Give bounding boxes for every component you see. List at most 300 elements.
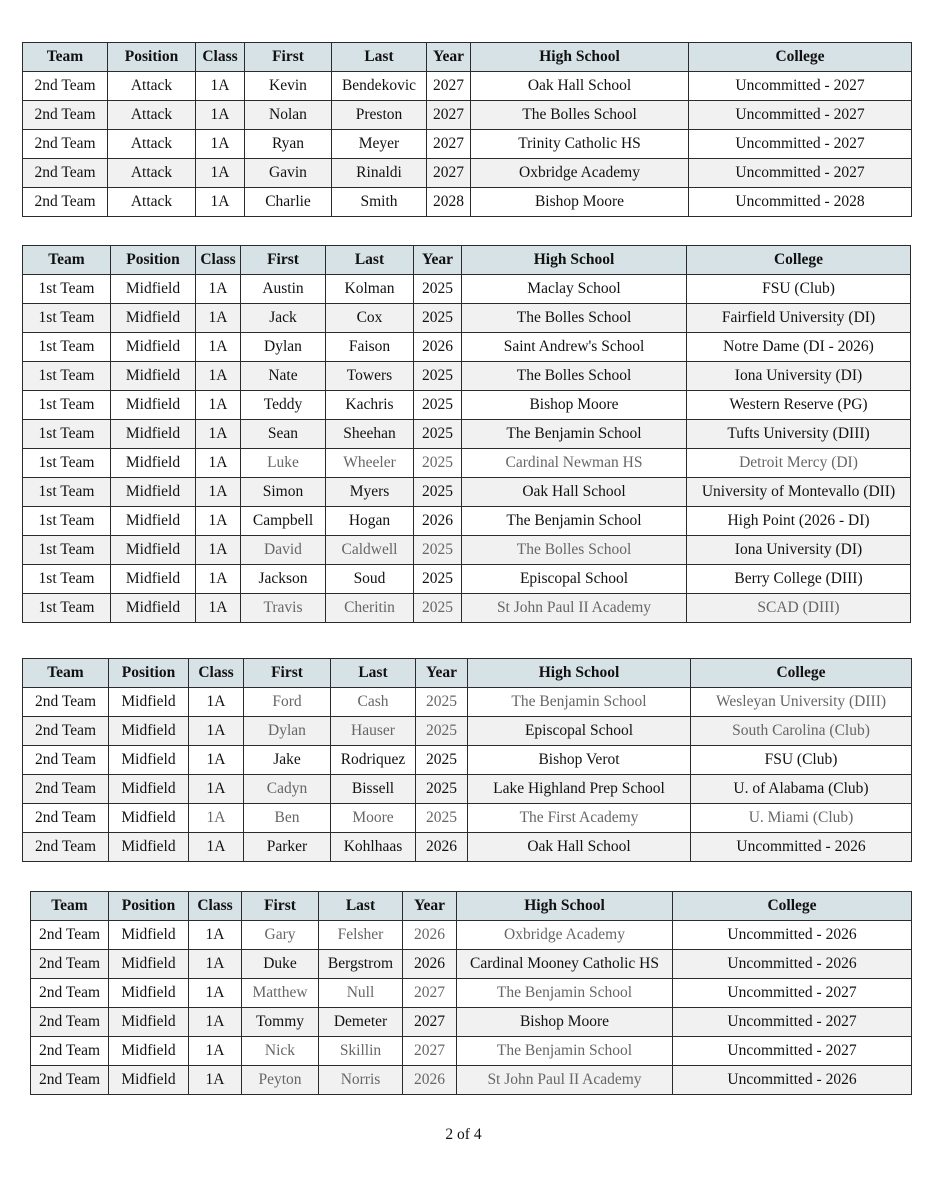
cell-team: 2nd Team [31,979,109,1008]
cell-first: Sean [241,420,326,449]
cell-year: 2025 [414,420,462,449]
cell-position: Midfield [109,1066,189,1095]
col-header-last: Last [326,246,414,275]
cell-first: Cadyn [244,775,331,804]
cell-high-school: Episcopal School [462,565,687,594]
cell-class: 1A [196,159,245,188]
header-row [23,43,912,72]
col-header-last: Last [331,659,416,688]
cell-team: 2nd Team [23,130,108,159]
cell-college: U. of Alabama (Club) [691,775,912,804]
table-row [23,536,911,565]
col-header-college: College [691,659,912,688]
cell-year: 2026 [414,507,462,536]
cell-first: Charlie [245,188,332,217]
table-row [23,391,911,420]
cell-class: 1A [189,746,244,775]
cell-first: Peyton [242,1066,319,1095]
cell-year: 2026 [403,950,457,979]
cell-year: 2025 [414,594,462,623]
cell-last: Rinaldi [332,159,427,188]
cell-year: 2025 [414,391,462,420]
cell-college: Uncommitted - 2028 [689,188,912,217]
cell-college: Uncommitted - 2026 [691,833,912,862]
cell-first: Parker [244,833,331,862]
cell-college: Uncommitted - 2027 [673,1037,912,1066]
cell-high-school: Oak Hall School [462,478,687,507]
cell-high-school: Maclay School [462,275,687,304]
cell-high-school: Oak Hall School [471,72,689,101]
cell-last: Faison [326,333,414,362]
cell-college: Wesleyan University (DIII) [691,688,912,717]
cell-college: Iona University (DI) [687,362,911,391]
cell-last: Towers [326,362,414,391]
col-header-class: Class [189,892,242,921]
cell-first: Jake [244,746,331,775]
col-header-high-school: High School [457,892,673,921]
cell-class: 1A [189,1037,242,1066]
cell-class: 1A [196,362,241,391]
cell-class: 1A [189,717,244,746]
cell-last: Kachris [326,391,414,420]
cell-last: Smith [332,188,427,217]
cell-year: 2027 [403,1037,457,1066]
table-row [23,72,912,101]
cell-position: Midfield [111,275,196,304]
cell-class: 1A [189,775,244,804]
cell-position: Midfield [109,717,189,746]
cell-team: 1st Team [23,391,111,420]
cell-position: Midfield [109,775,189,804]
table-row [31,979,912,1008]
cell-last: Null [319,979,403,1008]
cell-year: 2027 [427,130,471,159]
cell-class: 1A [196,420,241,449]
cell-college: FSU (Club) [691,746,912,775]
cell-position: Midfield [111,449,196,478]
cell-position: Midfield [109,950,189,979]
roster-table-attack-2nd [22,42,912,217]
table-row [23,362,911,391]
cell-class: 1A [196,101,245,130]
cell-high-school: Episcopal School [468,717,691,746]
col-header-college: College [687,246,911,275]
cell-first: Ford [244,688,331,717]
cell-college: Uncommitted - 2027 [689,130,912,159]
cell-high-school: The Benjamin School [468,688,691,717]
cell-position: Midfield [111,420,196,449]
cell-class: 1A [196,275,241,304]
cell-class: 1A [196,333,241,362]
col-header-high-school: High School [468,659,691,688]
cell-first: Dylan [241,333,326,362]
cell-team: 2nd Team [31,1066,109,1095]
cell-high-school: Bishop Verot [468,746,691,775]
cell-class: 1A [196,391,241,420]
col-header-first: First [244,659,331,688]
col-header-position: Position [111,246,196,275]
cell-first: Ryan [245,130,332,159]
cell-high-school: The Benjamin School [457,1037,673,1066]
cell-last: Soud [326,565,414,594]
cell-first: Ben [244,804,331,833]
cell-year: 2026 [403,921,457,950]
cell-team: 2nd Team [23,188,108,217]
cell-team: 2nd Team [31,1008,109,1037]
col-header-year: Year [427,43,471,72]
cell-high-school: The Benjamin School [462,507,687,536]
cell-college: Berry College (DIII) [687,565,911,594]
cell-first: Teddy [241,391,326,420]
cell-position: Midfield [111,507,196,536]
col-header-team: Team [23,43,108,72]
cell-college: University of Montevallo (DII) [687,478,911,507]
cell-last: Demeter [319,1008,403,1037]
col-header-class: Class [189,659,244,688]
table-row [31,921,912,950]
cell-first: Matthew [242,979,319,1008]
cell-last: Cox [326,304,414,333]
col-header-class: Class [196,43,245,72]
table-row [23,101,912,130]
cell-high-school: The Bolles School [471,101,689,130]
cell-team: 1st Team [23,565,111,594]
table-row [31,1037,912,1066]
cell-first: Nolan [245,101,332,130]
cell-last: Skillin [319,1037,403,1066]
cell-year: 2026 [414,333,462,362]
cell-last: Caldwell [326,536,414,565]
cell-class: 1A [196,188,245,217]
col-header-year: Year [403,892,457,921]
cell-team: 2nd Team [23,688,109,717]
cell-first: Austin [241,275,326,304]
col-header-team: Team [23,246,111,275]
cell-last: Moore [331,804,416,833]
cell-high-school: Cardinal Mooney Catholic HS [457,950,673,979]
cell-year: 2027 [403,1008,457,1037]
cell-college: Uncommitted - 2027 [673,979,912,1008]
table-row [23,717,912,746]
col-header-position: Position [108,43,196,72]
cell-year: 2027 [427,159,471,188]
table-row [23,594,911,623]
cell-position: Midfield [111,362,196,391]
col-header-first: First [245,43,332,72]
cell-first: Campbell [241,507,326,536]
cell-class: 1A [196,72,245,101]
cell-team: 2nd Team [23,72,108,101]
cell-high-school: St John Paul II Academy [457,1066,673,1095]
cell-college: Detroit Mercy (DI) [687,449,911,478]
cell-last: Bergstrom [319,950,403,979]
table-row [31,1066,912,1095]
cell-last: Bissell [331,775,416,804]
cell-high-school: Bishop Moore [462,391,687,420]
col-header-high-school: High School [471,43,689,72]
table-row [31,1008,912,1037]
col-header-college: College [673,892,912,921]
cell-first: Dylan [244,717,331,746]
cell-first: Gary [242,921,319,950]
cell-high-school: Saint Andrew's School [462,333,687,362]
cell-college: Uncommitted - 2026 [673,950,912,979]
cell-first: Luke [241,449,326,478]
cell-college: High Point (2026 - DI) [687,507,911,536]
cell-high-school: The Bolles School [462,536,687,565]
cell-team: 2nd Team [23,775,109,804]
cell-last: Bendekovic [332,72,427,101]
cell-first: Jack [241,304,326,333]
cell-college: Uncommitted - 2027 [689,159,912,188]
cell-high-school: Lake Highland Prep School [468,775,691,804]
cell-position: Midfield [109,921,189,950]
cell-last: Cash [331,688,416,717]
table-row [23,507,911,536]
cell-last: Hauser [331,717,416,746]
cell-position: Midfield [111,478,196,507]
cell-position: Midfield [111,333,196,362]
cell-last: Rodriquez [331,746,416,775]
cell-first: Simon [241,478,326,507]
cell-first: Jackson [241,565,326,594]
cell-team: 2nd Team [23,101,108,130]
col-header-last: Last [319,892,403,921]
header-row [23,246,911,275]
table-row [23,833,912,862]
cell-class: 1A [189,804,244,833]
header-row [31,892,912,921]
cell-college: U. Miami (Club) [691,804,912,833]
col-header-position: Position [109,892,189,921]
col-header-first: First [242,892,319,921]
col-header-year: Year [416,659,468,688]
cell-college: South Carolina (Club) [691,717,912,746]
cell-college: FSU (Club) [687,275,911,304]
cell-college: Fairfield University (DI) [687,304,911,333]
cell-first: Travis [241,594,326,623]
cell-last: Norris [319,1066,403,1095]
cell-position: Attack [108,101,196,130]
table-row [23,746,912,775]
col-header-class: Class [196,246,241,275]
col-header-college: College [689,43,912,72]
cell-position: Midfield [109,979,189,1008]
cell-year: 2028 [427,188,471,217]
cell-last: Kohlhaas [331,833,416,862]
cell-position: Midfield [109,1037,189,1066]
table-row [23,188,912,217]
cell-year: 2025 [414,536,462,565]
cell-first: Kevin [245,72,332,101]
cell-team: 2nd Team [23,159,108,188]
cell-year: 2027 [427,72,471,101]
roster-table-midfield-1st [22,245,911,623]
cell-class: 1A [189,921,242,950]
cell-college: Uncommitted - 2026 [673,1066,912,1095]
cell-position: Midfield [109,804,189,833]
cell-last: Sheehan [326,420,414,449]
cell-first: Tommy [242,1008,319,1037]
cell-high-school: Bishop Moore [471,188,689,217]
cell-class: 1A [196,449,241,478]
cell-college: Uncommitted - 2027 [689,72,912,101]
cell-high-school: The Bolles School [462,304,687,333]
cell-high-school: Bishop Moore [457,1008,673,1037]
cell-position: Midfield [109,833,189,862]
cell-year: 2027 [403,979,457,1008]
cell-position: Midfield [111,536,196,565]
cell-first: Duke [242,950,319,979]
cell-team: 1st Team [23,507,111,536]
cell-last: Hogan [326,507,414,536]
cell-team: 1st Team [23,304,111,333]
table-row [23,565,911,594]
cell-high-school: The First Academy [468,804,691,833]
cell-position: Attack [108,72,196,101]
cell-team: 1st Team [23,449,111,478]
col-header-first: First [241,246,326,275]
header-row [23,659,912,688]
cell-class: 1A [196,130,245,159]
cell-high-school: Trinity Catholic HS [471,130,689,159]
cell-position: Attack [108,130,196,159]
cell-class: 1A [196,536,241,565]
table-row [23,130,912,159]
cell-year: 2027 [427,101,471,130]
cell-high-school: The Bolles School [462,362,687,391]
cell-year: 2025 [416,775,468,804]
cell-team: 1st Team [23,333,111,362]
cell-last: Preston [332,101,427,130]
cell-team: 2nd Team [31,1037,109,1066]
cell-team: 2nd Team [31,921,109,950]
cell-class: 1A [189,688,244,717]
cell-team: 1st Team [23,275,111,304]
cell-team: 1st Team [23,594,111,623]
cell-last: Myers [326,478,414,507]
table-row [23,775,912,804]
cell-college: Uncommitted - 2026 [673,921,912,950]
cell-college: Western Reserve (PG) [687,391,911,420]
cell-first: David [241,536,326,565]
cell-team: 1st Team [23,478,111,507]
cell-year: 2026 [403,1066,457,1095]
col-header-team: Team [31,892,109,921]
cell-position: Midfield [109,688,189,717]
cell-year: 2026 [416,833,468,862]
cell-last: Cheritin [326,594,414,623]
cell-high-school: Cardinal Newman HS [462,449,687,478]
cell-year: 2025 [416,746,468,775]
cell-year: 2025 [414,565,462,594]
cell-year: 2025 [416,804,468,833]
cell-team: 2nd Team [31,950,109,979]
cell-last: Felsher [319,921,403,950]
cell-year: 2025 [414,449,462,478]
cell-position: Midfield [109,746,189,775]
col-header-last: Last [332,43,427,72]
cell-college: Notre Dame (DI - 2026) [687,333,911,362]
col-header-year: Year [414,246,462,275]
cell-college: Iona University (DI) [687,536,911,565]
cell-position: Midfield [111,565,196,594]
cell-college: Uncommitted - 2027 [673,1008,912,1037]
cell-position: Midfield [111,304,196,333]
cell-year: 2025 [414,362,462,391]
cell-class: 1A [196,478,241,507]
cell-team: 1st Team [23,362,111,391]
cell-position: Midfield [111,594,196,623]
table-row [23,304,911,333]
cell-high-school: The Benjamin School [462,420,687,449]
cell-team: 2nd Team [23,746,109,775]
cell-class: 1A [189,979,242,1008]
cell-position: Attack [108,159,196,188]
cell-high-school: St John Paul II Academy [462,594,687,623]
cell-year: 2025 [416,717,468,746]
cell-class: 1A [196,304,241,333]
table-row [23,275,911,304]
page-number: 2 of 4 [445,1126,482,1143]
cell-class: 1A [189,833,244,862]
col-header-position: Position [109,659,189,688]
cell-year: 2025 [414,275,462,304]
table-row [23,449,911,478]
cell-position: Midfield [109,1008,189,1037]
cell-year: 2025 [416,688,468,717]
cell-class: 1A [189,1008,242,1037]
cell-position: Attack [108,188,196,217]
cell-team: 2nd Team [23,804,109,833]
cell-year: 2025 [414,478,462,507]
cell-year: 2025 [414,304,462,333]
roster-table-midfield-2nd-a [22,658,912,862]
cell-college: Uncommitted - 2027 [689,101,912,130]
cell-high-school: Oxbridge Academy [471,159,689,188]
cell-position: Midfield [111,391,196,420]
cell-team: 2nd Team [23,833,109,862]
cell-first: Gavin [245,159,332,188]
cell-team: 1st Team [23,536,111,565]
roster-table-midfield-2nd-b [30,891,912,1095]
cell-college: SCAD (DIII) [687,594,911,623]
table-row [23,159,912,188]
cell-high-school: Oxbridge Academy [457,921,673,950]
cell-last: Wheeler [326,449,414,478]
cell-class: 1A [189,1066,242,1095]
cell-college: Tufts University (DIII) [687,420,911,449]
table-row [23,688,912,717]
table-row [23,333,911,362]
cell-last: Kolman [326,275,414,304]
cell-high-school: The Benjamin School [457,979,673,1008]
cell-class: 1A [196,565,241,594]
cell-last: Meyer [332,130,427,159]
col-header-team: Team [23,659,109,688]
table-row [23,420,911,449]
cell-class: 1A [196,507,241,536]
cell-class: 1A [189,950,242,979]
cell-first: Nick [242,1037,319,1066]
cell-team: 1st Team [23,420,111,449]
col-header-high-school: High School [462,246,687,275]
cell-first: Nate [241,362,326,391]
table-row [31,950,912,979]
cell-high-school: Oak Hall School [468,833,691,862]
cell-team: 2nd Team [23,717,109,746]
cell-class: 1A [196,594,241,623]
